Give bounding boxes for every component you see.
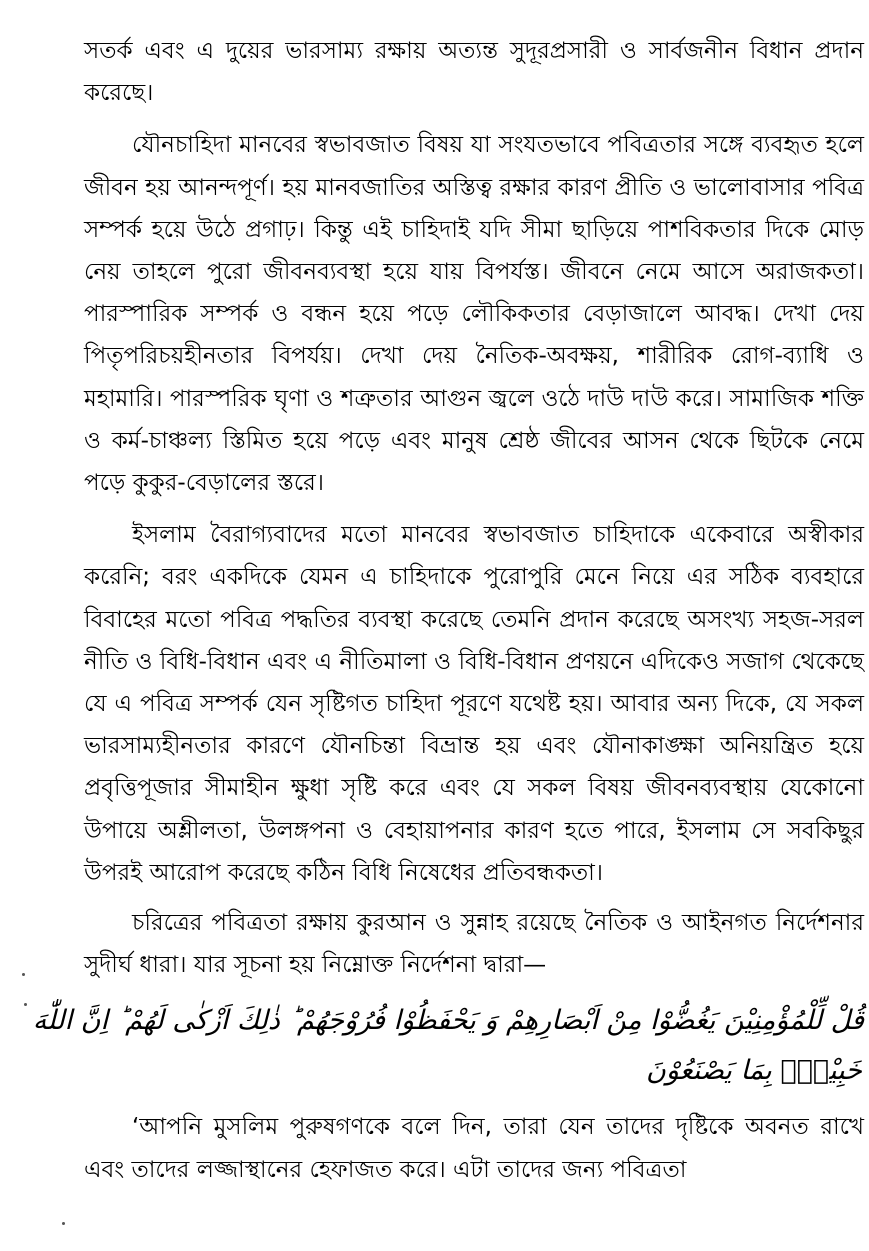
verse-translation: ‘আপনি মুসলিম পুরুষগণকে বলে দিন, তারা যেন তাদের দৃষ্টিকে অবনত রাখে এবং তাদের লজ্জাস্থানের হেফাজত করে। এটা তাদের জন্য পবিত্রতা <box>84 1114 864 1183</box>
margin-speck <box>62 1222 65 1225</box>
quran-verse <box>32 996 864 1096</box>
book-page <box>32 30 864 1191</box>
paragraph-islam-guidance: ইসলাম বৈরাগ্যবাদের মতো মানবের স্বভাবজাত চাহিদাকে একেবারে অস্বীকার করেনি; বরং একদিকে যেমন এ চাহিদাকে পুরোপুরি মেনে নিয়ে এর সঠিক ব্যবহারে বিবাহের মতো পবিত্র পদ্ধতির ব্যবস্থা করেছে তেমনি প্রদান করেছে অসংখ্য সহজ-সরল নীতি ও বিধি-বিধান এবং এ নীতিমালা ও বিধি-বিধান প্রণয়নে এদিকেও সজাগ থেকেছে যে এ পবিত্র সম্পর্ক যেন সৃষ্টিগত চাহিদা পূরণে যথেষ্ট হয়। আবার অন্য দিকে, যে সকল ভারসাম্যহীনতার কারণে যৌনচিন্তা বিভ্রান্ত হয় এবং যৌনাকাঙ্ক্ষা অনিয়ন্ত্রিত হয়ে প্রবৃত্তিপূজার সীমাহীন ক্ষুধা সৃষ্টি করে এবং যে সকল বিষয় জীবনব্যবস্থায় যেকোনো উপায়ে অশ্লীলতা, উলঙ্গপনা ও বেহায়াপনার কারণ হতে পারে, ইসলাম সে সবকিছুর উপরই আরোপ করেছে কঠিন বিধি নিষেধের প্রতিবন্ধকতা। <box>84 522 864 886</box>
intro-paragraph: সতর্ক এবং এ দুয়ের ভারসাম্য রক্ষায় অত্যন্ত সুদূরপ্রসারী ও সার্বজনীন বিধান প্রদান করেছে। <box>84 38 864 107</box>
paragraph-sexual-desire: যৌনচাহিদা মানবের স্বভাবজাত বিষয় যা সংযতভাবে পবিত্রতার সঙ্গে ব্যবহৃত হলে জীবন হয় আনন্দপূর্ণ। হয় মানবজাতির অস্তিত্ব রক্ষার কারণ প্রীতি ও ভালোবাসার পবিত্র সম্পর্ক হয়ে উঠে প্রগাঢ়। কিন্তু এই চাহিদাই যদি সীমা ছাড়িয়ে পাশবিকতার দিকে মোড় নেয় তাহলে পুরো জীবনব্যবস্থা হয়ে যায় বিপর্যস্ত। জীবনে নেমে আসে অরাজকতা। পারস্পারিক সম্পর্ক ও বন্ধন হয়ে পড়ে লৌকিকতার বেড়াজালে আবদ্ধ। দেখা দেয় পিতৃপরিচয়হীনতার বিপর্যয়। দেখা দেয় নৈতিক-অবক্ষয়, শারীরিক রোগ-ব্যাধি ও মহামারি। পারস্পরিক ঘৃণা ও শত্রুতার আগুন জ্বলে ওঠে দাউ দাউ করে। সামাজিক শক্তি ও কর্ম-চাঞ্চল্য স্তিমিত হয়ে পড়ে এবং মানুষ শ্রেষ্ঠ জীবের আসন থেকে ছিটকে নেমে পড়ে কুকুর-বেড়ালের স্তরে। <box>84 132 864 497</box>
paragraph-quran-sunnah: চরিত্রের পবিত্রতা রক্ষায় কুরআন ও সুন্নাহ রয়েছে নৈতিক ও আইনগত নির্দেশনার সুদীর্ঘ ধারা। যার সূচনা হয় নিম্নোক্ত নির্দেশনা দ্বারা— <box>84 910 864 979</box>
quran-verse-line-2: خَبِيْرٌۢ بِمَا يَصْنَعُوْنَ <box>646 1055 862 1087</box>
margin-speck <box>22 973 25 976</box>
margin-speck <box>24 1003 27 1006</box>
quran-verse-line-1: قُلْ لِّلْمُؤْمِنِيْنَ يَغُضُّوْا مِنْ اَبْصَارِهِمْ وَ يَحْفَظُوْا فُرُوْجَهُمْ ؕ ذٰلِكَ اَزْكٰى لَهُمْ ؕ اِنَّ اللّٰهَ <box>32 1005 864 1037</box>
